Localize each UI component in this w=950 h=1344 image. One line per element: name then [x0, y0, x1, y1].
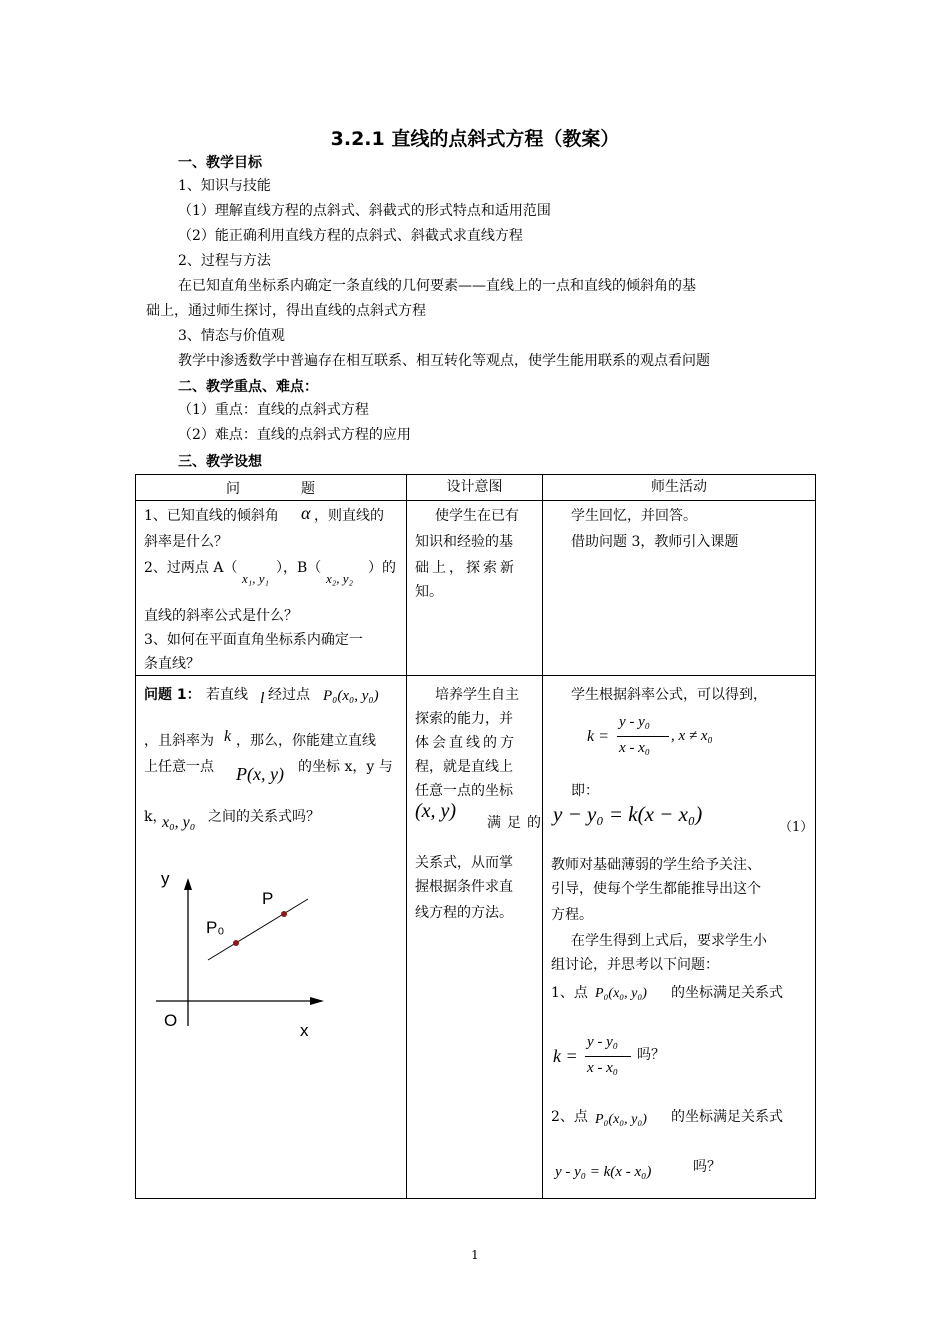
table-header-row [136, 475, 816, 501]
subheading-values: 3、情态与价值观 [178, 328, 285, 344]
process-paragraph-line2: 础上，通过师生探讨，得出直线的点斜式方程 [146, 303, 426, 319]
alpha-symbol: α [301, 503, 311, 523]
coordinate-figure [154, 866, 354, 1046]
formula3-k: k = [553, 1046, 578, 1066]
formula1-k: k = [587, 728, 609, 745]
table-row [136, 676, 816, 1199]
point-p-dot [281, 911, 287, 917]
point-p-xy: P(x, y) [236, 764, 284, 784]
lesson-design-table [135, 474, 816, 1199]
header-question [136, 475, 407, 501]
equation-tag: （1） [779, 820, 814, 835]
formula4: y - y₀ = k(x - x₀) [555, 1164, 652, 1180]
section-heading-key-points: 二、教学重点、难点： [178, 379, 318, 395]
formula3-denominator: x - x₀ [587, 1060, 619, 1076]
formula1-fraction-bar [617, 736, 669, 737]
row1-activity: 学生回忆，并回答。 借助问题 3，教师引入课题 [543, 501, 816, 676]
fig-label-p: P [262, 889, 274, 908]
point-p0-dot [233, 940, 239, 946]
row2-question: 问题 1： 若直线 l 经过点 P₀(x₀, y₀) ，且斜率为 k ，那么，你能建立直线 上任意一点 P(x, y) 的坐标 x，y 与 k， x₀, y₀ 之间的关系式吗？ y O x P P₀ [136, 676, 407, 1199]
formula1-denominator: x - x₀ [619, 740, 651, 756]
x0y0-symbol: x₀, y₀ [162, 814, 196, 831]
point-b-coords: x₂, y₂ [326, 571, 354, 586]
process-paragraph-line1: 在已知直角坐标系内确定一条直线的几何要素——直线上的一点和直线的倾斜角的基 [178, 278, 696, 294]
formula1-condition: , x ≠ x₀ [671, 728, 713, 744]
xy-symbol: (x, y) [415, 800, 457, 822]
fig-label-o: O [164, 1011, 178, 1030]
section-heading-design: 三、教学设想 [178, 454, 262, 470]
point-p0: P₀(x₀, y₀) [323, 688, 379, 704]
page-title: 3.2.1 直线的点斜式方程（教案） [330, 128, 620, 150]
row2-activity: 学生根据斜率公式，可以得到， k = y - y₀ x - x₀ , x ≠ x₀ 即： y − y₀ = k(x − x₀) （1） 教师对基础薄弱的学生给予关注、 引导，使每个学生都能推导出这个 方程。 在学生得到上式后，要求学生小 组讨论，并思考以下问题： 1、点 P₀(x₀, y₀) 的坐标满足关系式 k = y - y₀ x - x₀ 吗？ 2、点 P₀(x₀, y₀) 的坐标满足关系式 y - y₀ = k(x - x₀) 吗？ [543, 676, 816, 1199]
goal-item-2: （2）能正确利用直线方程的点斜式、斜截式求直线方程 [178, 228, 523, 244]
header-design: 设计意图 [407, 475, 543, 501]
row1-design: 使学生在已有 知识和经验的基 础上，探索新 知。 [407, 501, 543, 676]
header-activity: 师生活动 [543, 475, 816, 501]
formula3-fraction-bar [585, 1056, 631, 1057]
table-row [136, 501, 816, 676]
point-slope-equation: y − y₀ = k(x − x₀) [553, 802, 703, 826]
values-paragraph: 教学中渗透数学中普遍存在相互联系、相互转化等观点，使学生能用联系的观点看问题 [178, 353, 710, 369]
row1-question: 1、已知直线的倾斜角 α ，则直线的 斜率是什么？ 2、过两点 A（ ），B（ ）的 x₁, y₁ x₂, y₂ 直线的斜率公式是什么？ 3、如何在平面直角坐标系内确定一 条直线？ [136, 501, 407, 676]
slope-k-symbol: k [224, 728, 232, 745]
fig-label-p0: P₀ [206, 918, 225, 937]
goal-item-1: （1）理解直线方程的点斜式、斜截式的形式特点和适用范围 [178, 203, 551, 219]
fig-label-y: y [161, 869, 170, 888]
page-number: 1 [471, 1248, 479, 1262]
section-heading-goals: 一、教学目标 [178, 155, 262, 171]
difficult-point: （2）难点：直线的点斜式方程的应用 [178, 427, 411, 443]
row2-design: 培养学生自主 探索的能力，并 体会直线的方 程，就是直线上 任意一点的坐标 (x, y) 满足的 关系式，从而掌 握根据条件求直 线方程的方法。 [407, 676, 543, 1199]
formula1-numerator: y - y₀ [619, 714, 651, 730]
question2-point: P₀(x₀, y₀) [595, 1112, 647, 1127]
subheading-knowledge: 1、知识与技能 [178, 178, 271, 194]
line-l-symbol: l [260, 690, 265, 707]
subheading-process: 2、过程与方法 [178, 253, 271, 269]
key-point: （1）重点：直线的点斜式方程 [178, 402, 369, 418]
header-question-char2: 题 [301, 481, 315, 497]
formula3-numerator: y - y₀ [587, 1034, 619, 1050]
point-a-coords: x₁, y₁ [242, 571, 270, 586]
y-axis-arrow [184, 878, 192, 890]
x-axis-arrow [310, 997, 324, 1005]
header-question-char1: 问 [226, 481, 240, 497]
question1-point: P₀(x₀, y₀) [595, 986, 647, 1001]
fig-label-x: x [300, 1021, 309, 1040]
